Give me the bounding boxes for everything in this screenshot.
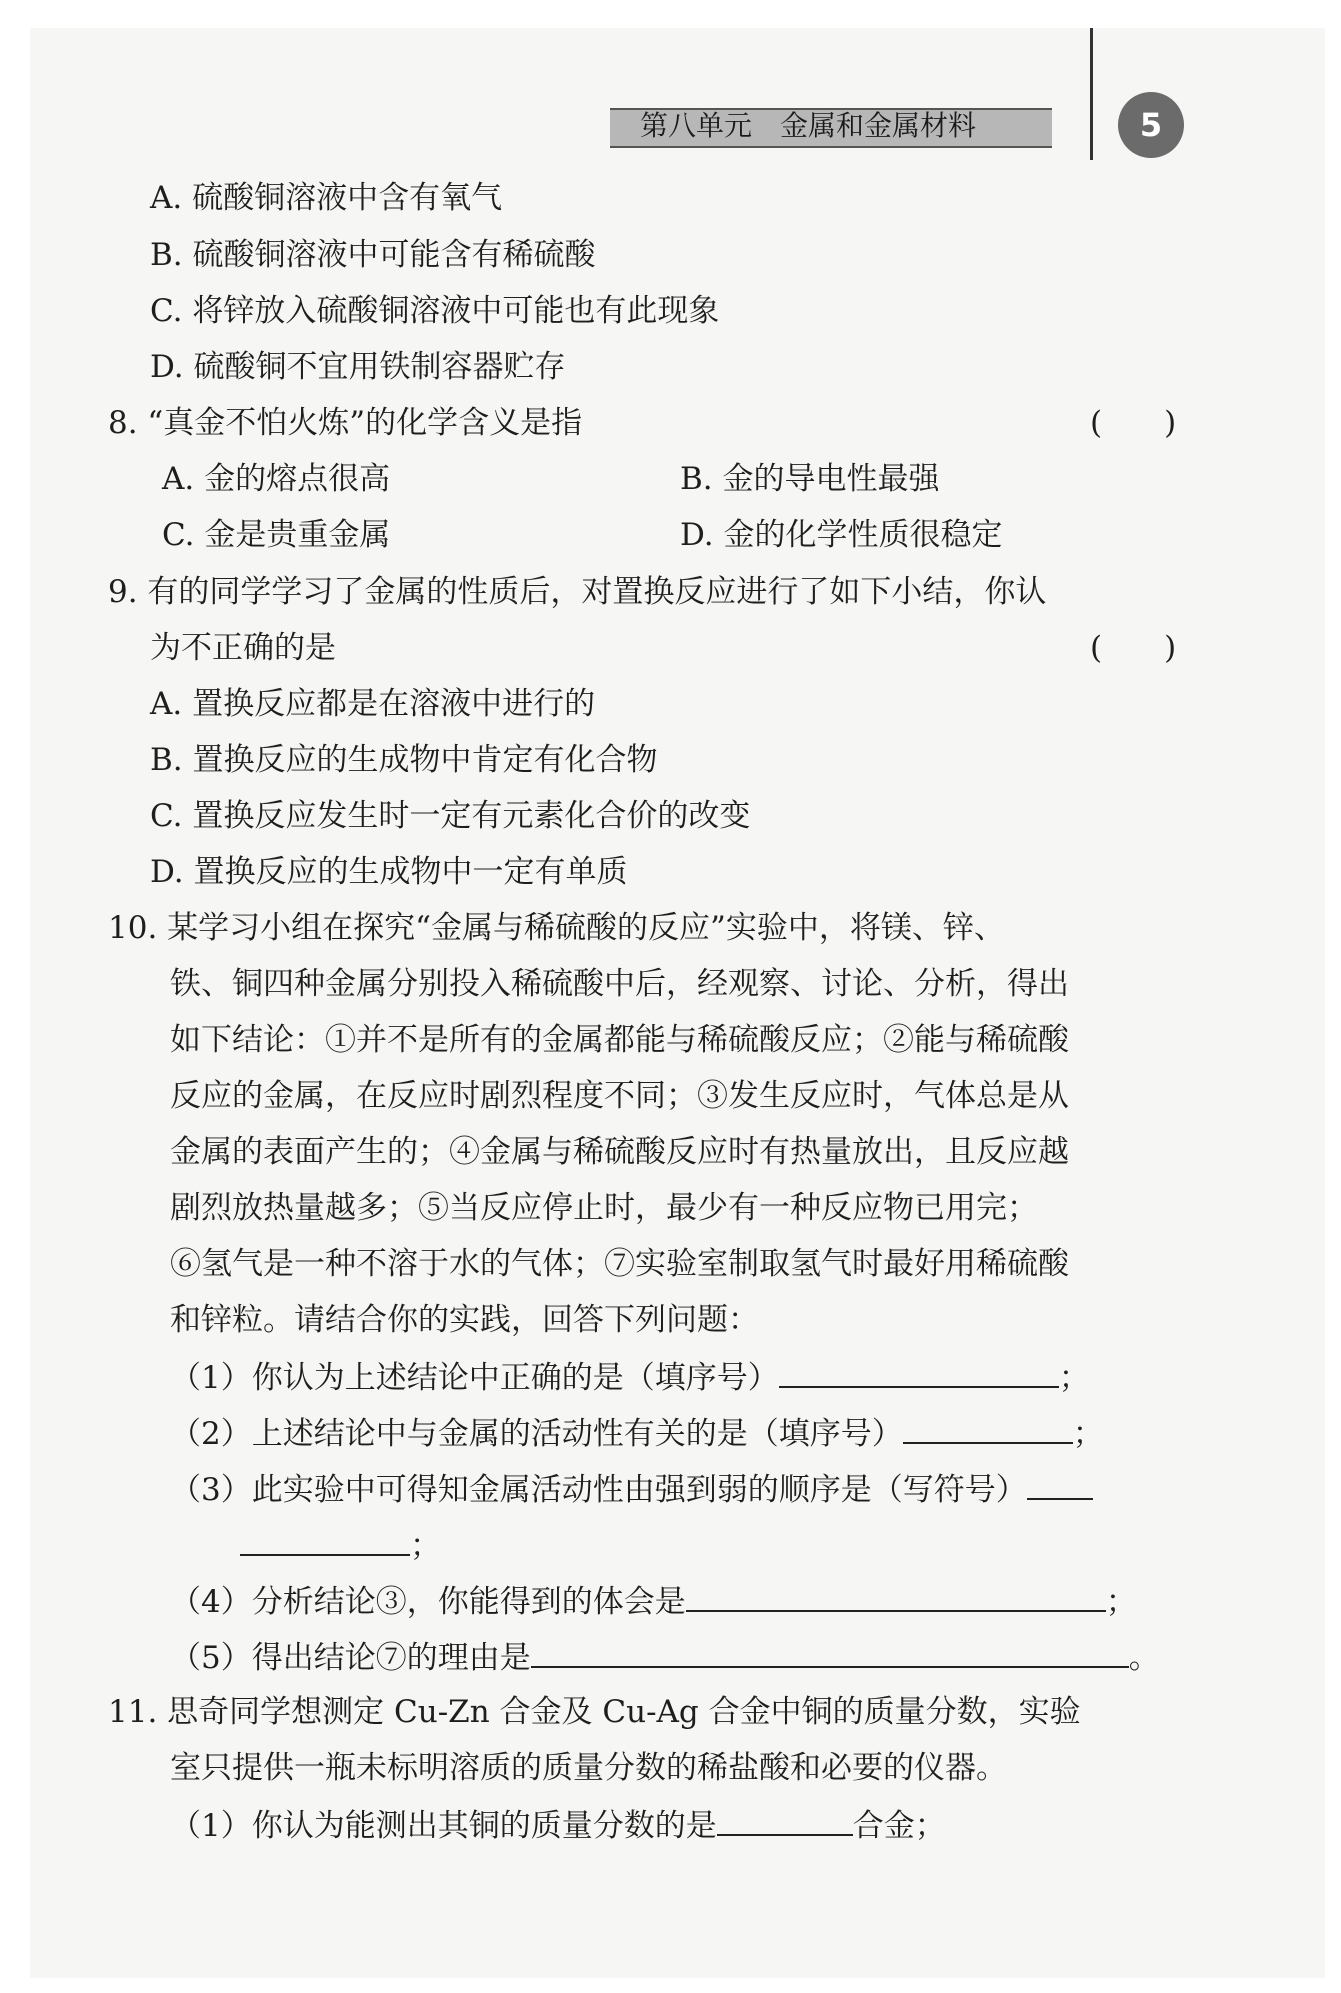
- q8-option-b: B. 金的导电性最强: [680, 461, 940, 497]
- q11-sub1-text: （1）你认为能测出其铜的质量分数的是: [170, 1808, 717, 1844]
- q7-option-c: C. 将锌放入硫酸铜溶液中可能也有此现象: [150, 293, 720, 329]
- q11-sub1-end: 合金；: [852, 1808, 946, 1844]
- q8-stem: 8. “真金不怕火炼”的化学含义是指: [108, 405, 583, 441]
- q10-line8: 和锌粒。请结合你的实践，回答下列问题：: [170, 1302, 759, 1338]
- q10-line2: 铁、铜四种金属分别投入稀硫酸中后，经观察、讨论、分析，得出: [170, 966, 1069, 1002]
- q7-option-d: D. 硫酸铜不宜用铁制容器贮存: [150, 349, 566, 385]
- q10-sub5: [170, 1636, 1160, 1678]
- q10-sub3-blank-b[interactable]: [240, 1524, 410, 1556]
- page-number-badge: 5: [1118, 92, 1184, 158]
- q9-option-d: D. 置换反应的生成物中一定有单质: [150, 854, 628, 890]
- q9-answer-paren: ( ): [1090, 630, 1177, 666]
- q10-sub4: [170, 1580, 1137, 1622]
- q10-sub4-end: ；: [1105, 1584, 1137, 1620]
- q10-sub4-blank[interactable]: [686, 1580, 1106, 1612]
- q10-sub2-text: （2）上述结论中与金属的活动性有关的是（填序号）: [170, 1416, 903, 1452]
- q10-sub1-blank[interactable]: [779, 1356, 1059, 1388]
- q7-option-b: B. 硫酸铜溶液中可能含有稀硫酸: [150, 237, 596, 273]
- q8-answer-paren: ( ): [1090, 405, 1177, 441]
- q9-stem-line2: 为不正确的是: [150, 630, 336, 666]
- q10-sub5-text: （5）得出结论⑦的理由是: [170, 1640, 531, 1676]
- q10-sub3-blank-a[interactable]: [1027, 1468, 1093, 1500]
- q10-sub2: [170, 1412, 1104, 1454]
- q10-sub2-blank[interactable]: [903, 1412, 1073, 1444]
- q8-option-a: A. 金的熔点很高: [162, 461, 391, 497]
- q10-sub5-blank[interactable]: [531, 1636, 1129, 1668]
- q9-option-b: B. 置换反应的生成物中肯定有化合物: [150, 742, 658, 778]
- q10-line4: 反应的金属，在反应时剧烈程度不同；③发生反应时，气体总是从: [170, 1078, 1069, 1114]
- q10-sub3-text: （3）此实验中可得知金属活动性由强到弱的顺序是（写符号）: [170, 1472, 1027, 1508]
- header-divider: [1090, 28, 1093, 160]
- q10-sub1-text: （1）你认为上述结论中正确的是（填序号）: [170, 1360, 779, 1396]
- q11-line1: 11. 思奇同学想测定 Cu-Zn 合金及 Cu-Ag 合金中铜的质量分数，实验: [108, 1694, 1081, 1730]
- q10-sub5-end: 。: [1128, 1640, 1160, 1676]
- q10-sub3-cont: [240, 1524, 441, 1566]
- q9-option-a: A. 置换反应都是在溶液中进行的: [150, 686, 596, 722]
- q10-sub4-text: （4）分析结论③，你能得到的体会是: [170, 1584, 686, 1620]
- q9-option-c: C. 置换反应发生时一定有元素化合价的改变: [150, 798, 751, 834]
- q10-sub1-end: ；: [1058, 1360, 1090, 1396]
- q8-option-c: C. 金是贵重金属: [162, 517, 391, 553]
- q10-sub3-end: ；: [410, 1528, 441, 1564]
- q10-line1: 10. 某学习小组在探究“金属与稀硫酸的反应”实验中，将镁、锌、: [108, 910, 1005, 946]
- chapter-title: 第八单元 金属和金属材料: [640, 109, 977, 142]
- q10-line5: 金属的表面产生的；④金属与稀硫酸反应时有热量放出，且反应越: [170, 1134, 1069, 1170]
- q11-sub1-blank[interactable]: [717, 1804, 853, 1836]
- q9-stem-line1: 9. 有的同学学习了金属的性质后，对置换反应进行了如下小结，你认: [108, 574, 1047, 610]
- q11-line2: 室只提供一瓶未标明溶质的质量分数的稀盐酸和必要的仪器。: [170, 1750, 1007, 1786]
- q7-option-a: A. 硫酸铜溶液中含有氧气: [150, 180, 503, 216]
- q11-sub1: [170, 1804, 946, 1846]
- q8-option-d: D. 金的化学性质很稳定: [680, 517, 1003, 553]
- q10-line3: 如下结论：①并不是所有的金属都能与稀硫酸反应；②能与稀硫酸: [170, 1022, 1069, 1058]
- q10-sub1: [170, 1356, 1090, 1398]
- q10-line7: ⑥氢气是一种不溶于水的气体；⑦实验室制取氢气时最好用稀硫酸: [170, 1246, 1069, 1282]
- q10-line6: 剧烈放热量越多；⑤当反应停止时，最少有一种反应物已用完；: [170, 1190, 1038, 1226]
- q10-sub2-end: ；: [1072, 1416, 1104, 1452]
- q10-sub3: [170, 1468, 1093, 1510]
